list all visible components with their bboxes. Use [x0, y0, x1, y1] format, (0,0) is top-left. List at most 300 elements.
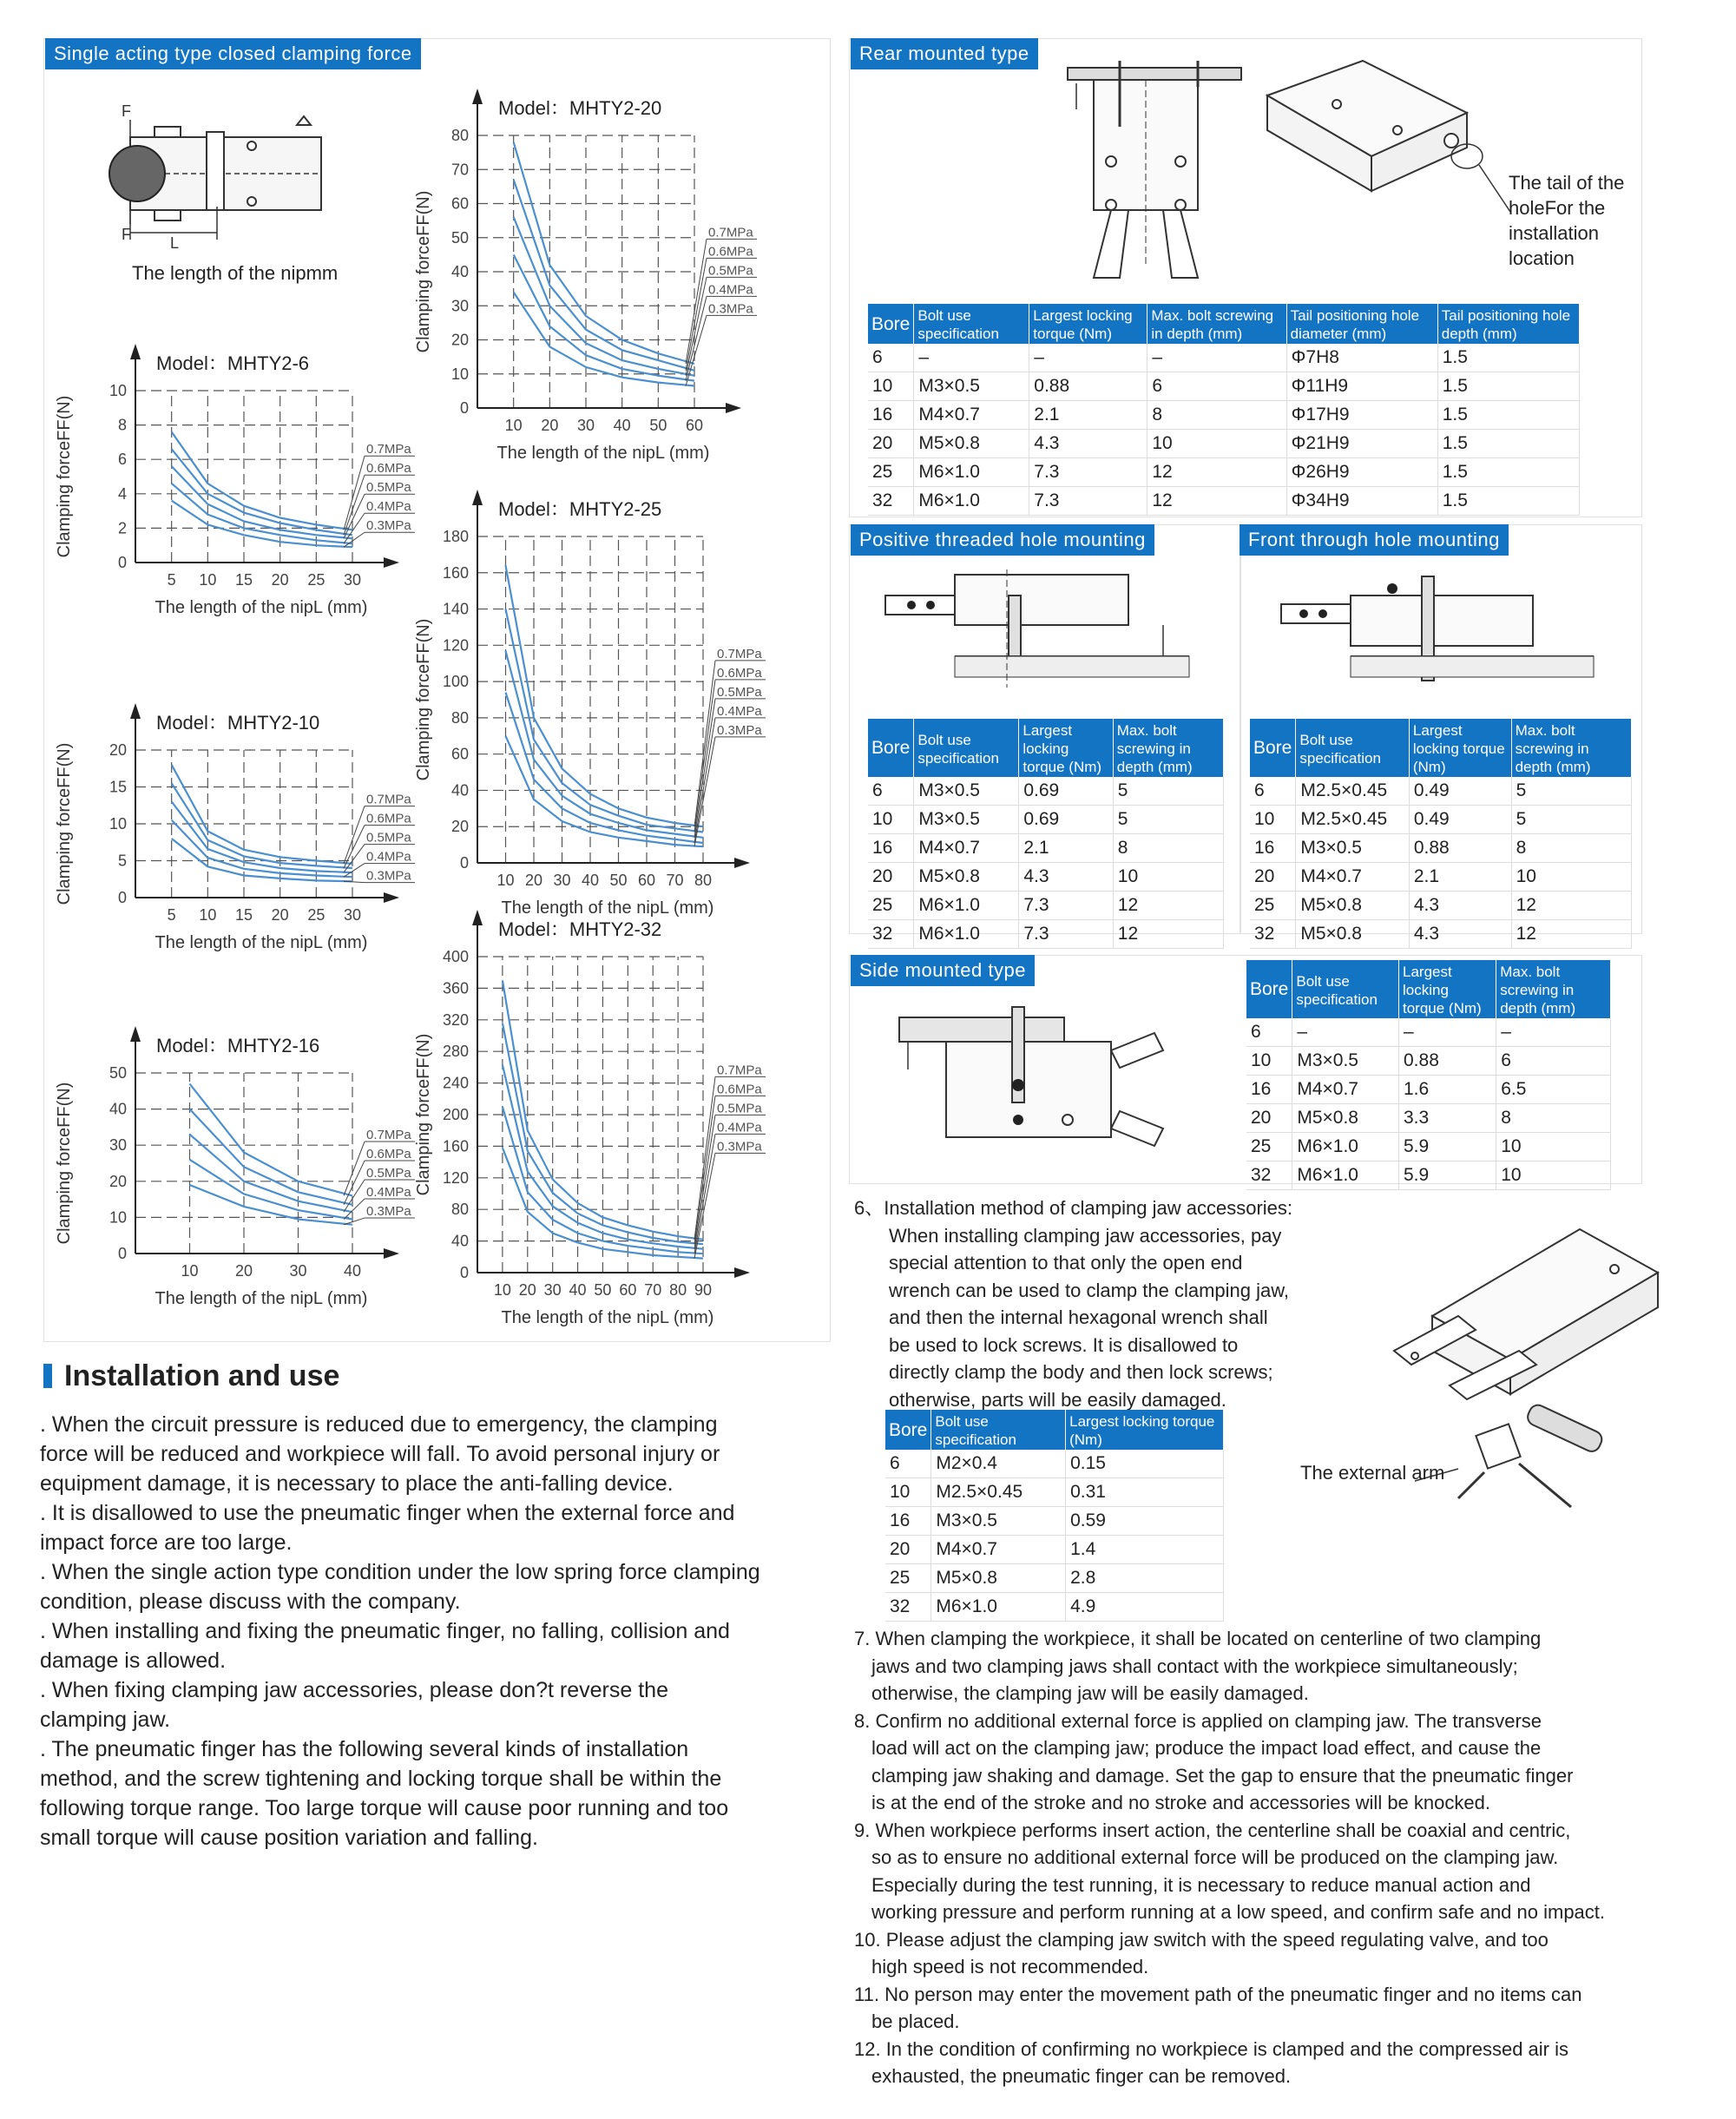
x-axis-label: The length of the nipL (mm) [501, 898, 714, 918]
table-cell: – [1496, 1018, 1611, 1047]
series-label: 0.6MPa [717, 1082, 762, 1097]
table-cell: M3×0.5 [1292, 1047, 1399, 1076]
table-cell: M6×1.0 [931, 1593, 1066, 1622]
table-cell: 5.9 [1399, 1133, 1496, 1162]
table-row [1246, 1076, 1611, 1104]
x-tick-label: 5 [167, 906, 176, 924]
column-header: Max. bolt screwing in depth (mm) [1496, 960, 1611, 1018]
table-row [1250, 834, 1632, 863]
table-cell: 20 [1246, 1104, 1292, 1133]
list-item-line: 10. Please adjust the clamping jaw switch with the speed regulating valve, and too [854, 1928, 1549, 1951]
column-header: Bore [885, 1410, 931, 1450]
y-tick-label: 0 [117, 889, 127, 906]
table-cell: 6 [885, 1450, 931, 1478]
table-cell: M5×0.8 [914, 863, 1019, 892]
table-row [1250, 806, 1632, 834]
y-tick-label: 160 [442, 1137, 469, 1155]
diagram-caption: The length of the nipmm [132, 262, 339, 284]
table-cell: 10 [1147, 430, 1286, 458]
series-leader [694, 661, 715, 826]
column-header: Largest locking torque (Nm) [1399, 960, 1496, 1018]
table-cell: M6×1.0 [1292, 1133, 1399, 1162]
table-row [868, 920, 1224, 949]
table-cell: 32 [1246, 1162, 1292, 1190]
table-cell: Φ7H8 [1286, 344, 1437, 372]
chart-mhty2-20 [408, 87, 807, 463]
y-tick-label: 40 [450, 1232, 469, 1250]
x-tick-label: 10 [504, 417, 523, 434]
series-line [514, 180, 694, 371]
y-tick-label: 4 [117, 484, 127, 503]
x-axis-arrow [734, 858, 750, 868]
y-axis-label: Clamping forceFF(N) [55, 742, 74, 905]
column-header: Bore [868, 304, 914, 344]
table-cell: 8 [1113, 834, 1223, 863]
x-tick-label: 10 [181, 1262, 199, 1280]
chart-title: Model：MHTY2-10 [156, 712, 320, 734]
x-tick-label: 40 [581, 872, 600, 889]
x-tick-label: 50 [609, 872, 628, 889]
installation-list-right [854, 1625, 1705, 2090]
table-row [868, 777, 1224, 806]
x-axis-label: The length of the nipL (mm) [155, 933, 368, 952]
front-header: Front through hole mounting [1240, 524, 1509, 556]
x-tick-label: 15 [234, 571, 253, 589]
x-tick-label: 30 [343, 906, 362, 924]
column-header: Largest locking torque (Nm) [1409, 719, 1511, 777]
table-cell: 6 [868, 344, 914, 372]
y-tick-label: 0 [459, 854, 469, 872]
y-tick-label: 80 [450, 1201, 469, 1219]
table-cell: 4.3 [1409, 920, 1511, 949]
x-tick-label: 90 [694, 1281, 713, 1299]
series-leader [344, 864, 365, 878]
table-cell: 0.31 [1066, 1478, 1224, 1507]
series-label: 0.4MPa [366, 1185, 411, 1201]
x-tick-label: 50 [649, 417, 667, 434]
list-item-line: condition, please discuss with the company. [40, 1589, 461, 1614]
installation-list-left [40, 1410, 856, 1852]
table-cell: M6×1.0 [914, 892, 1019, 920]
table-cell: 0.88 [1399, 1047, 1496, 1076]
y-tick-label: 6 [117, 451, 127, 469]
y-tick-label: 80 [450, 127, 469, 144]
series-line [514, 142, 694, 364]
table-cell: 8 [1496, 1104, 1611, 1133]
list-item-line: . When installing and fixing the pneumatic finger, no falling, collision and [40, 1619, 730, 1643]
table-cell: 8 [1147, 401, 1286, 430]
x-tick-label: 20 [518, 1281, 536, 1299]
y-axis-arrow [472, 910, 483, 925]
table-cell: 12 [1147, 458, 1286, 487]
table-row [885, 1593, 1224, 1622]
series-leader [694, 718, 715, 843]
table-cell: 20 [868, 430, 914, 458]
y-tick-label: 10 [108, 382, 127, 399]
jaw-install-text [854, 1194, 1392, 1413]
x-tick-label: 10 [199, 906, 217, 924]
y-tick-label: 2 [117, 519, 127, 537]
series-leader [694, 1134, 715, 1254]
y-tick-label: 20 [108, 741, 127, 759]
table-cell: M5×0.8 [931, 1564, 1066, 1593]
table-cell: 16 [868, 834, 914, 863]
table-cell: 25 [868, 458, 914, 487]
table-cell: – [1292, 1018, 1399, 1047]
table-cell: 12 [1113, 920, 1223, 949]
x-tick-label: 25 [307, 906, 326, 924]
column-header: Largest locking torque (Nm) [1019, 719, 1113, 777]
y-tick-label: 60 [450, 194, 469, 213]
y-tick-label: 20 [450, 331, 469, 349]
table-cell: M5×0.8 [914, 430, 1029, 458]
table-cell: 6.5 [1496, 1076, 1611, 1104]
table-row [885, 1507, 1224, 1536]
y-tick-label: 280 [442, 1043, 469, 1061]
table-cell: 0.15 [1066, 1450, 1224, 1478]
x-axis-label: The length of the nipL (mm) [496, 444, 710, 463]
table-row [1250, 920, 1632, 949]
list-item-line: working pressure and perform running at a low speed, and confirm safe and no impact. [871, 1901, 1606, 1923]
y-tick-label: 20 [108, 1172, 127, 1190]
table-row [885, 1450, 1224, 1478]
x-tick-label: 60 [685, 417, 704, 434]
table-cell: 6 [1147, 372, 1286, 401]
list-item-line: otherwise, the clamping jaw will be easily damaged. [871, 1682, 1309, 1704]
y-tick-label: 50 [108, 1064, 127, 1082]
series-line [506, 565, 704, 826]
y-tick-label: 240 [442, 1074, 469, 1092]
table-row [868, 834, 1224, 863]
list-item-line: method, and the screw tightening and locking torque shall be within the [40, 1767, 722, 1791]
chart-title: Model：MHTY2-25 [498, 498, 662, 520]
y-axis-label: Clamping forceFF(N) [414, 1033, 433, 1196]
y-tick-label: 160 [442, 563, 469, 582]
series-leader [344, 881, 365, 882]
list-item-line: small torque will cause position variation and falling. [40, 1826, 538, 1850]
series-label: 0.3MPa [717, 722, 762, 738]
positive-spec-table [868, 719, 1224, 949]
y-tick-label: 120 [442, 636, 469, 655]
y-axis-label: Clamping forceFF(N) [55, 395, 74, 558]
y-tick-label: 5 [117, 852, 127, 870]
x-tick-label: 5 [167, 571, 176, 589]
table-cell: 10 [1246, 1047, 1292, 1076]
column-header: Tail positioning hole diameter (mm) [1286, 304, 1437, 344]
x-axis-arrow [384, 1248, 399, 1259]
x-tick-label: 40 [613, 417, 631, 434]
jaw-install-line-2: When installing clamping jaw accessories, pay [889, 1224, 1282, 1247]
series-label: 0.3MPa [366, 518, 411, 534]
jaw-arm-label: The external arm [1300, 1462, 1445, 1484]
table-cell: 1.5 [1437, 401, 1579, 430]
list-item-line: following torque range. Too large torque will cause poor running and too [40, 1796, 729, 1820]
series-label: 0.4MPa [708, 282, 753, 298]
table-cell: Φ21H9 [1286, 430, 1437, 458]
column-header: Bolt use specification [1296, 719, 1410, 777]
table-cell: 4.3 [1029, 430, 1147, 458]
table-row [1246, 1018, 1611, 1047]
table-cell: 12 [1511, 892, 1631, 920]
table-cell: M4×0.7 [931, 1536, 1066, 1564]
table-row [1250, 892, 1632, 920]
y-axis-arrow [472, 89, 483, 104]
table-cell: 5 [1113, 806, 1223, 834]
x-tick-label: 25 [307, 571, 326, 589]
series-label: 0.3MPa [366, 1204, 411, 1220]
list-item-line: force will be reduced and workpiece will fall. To avoid personal injury or [40, 1442, 720, 1466]
table-cell: 32 [868, 487, 914, 516]
series-label: 0.6MPa [366, 811, 411, 826]
table-cell: 20 [1250, 863, 1296, 892]
y-tick-label: 10 [450, 365, 469, 383]
x-tick-label: 30 [576, 417, 595, 434]
table-cell: 7.3 [1029, 487, 1147, 516]
series-label: 0.7MPa [717, 1063, 762, 1078]
table-cell: Φ17H9 [1286, 401, 1437, 430]
column-header: Bore [1246, 960, 1292, 1018]
table-cell: 4.3 [1019, 863, 1113, 892]
x-tick-label: 30 [543, 1281, 562, 1299]
list-item-line: . It is disallowed to use the pneumatic finger when the external force and [40, 1501, 735, 1525]
y-tick-label: 40 [108, 1100, 127, 1118]
table-cell: 4.9 [1066, 1593, 1224, 1622]
table-cell: M4×0.7 [914, 834, 1019, 863]
rear-spec-table [868, 304, 1580, 516]
table-row [1246, 1162, 1611, 1190]
table-cell: 10 [1511, 863, 1631, 892]
table-cell: 1.4 [1066, 1536, 1224, 1564]
series-label: 0.4MPa [717, 703, 762, 719]
jaw-spec-table [885, 1410, 1224, 1622]
x-tick-label: 10 [496, 872, 515, 889]
positive-mount-diagram [877, 569, 1207, 691]
series-label: 0.7MPa [366, 442, 411, 457]
series-leader [344, 1161, 365, 1205]
list-item-line: 7. When clamping the workpiece, it shall be located on centerline of two clamping [854, 1628, 1542, 1649]
series-leader [686, 296, 707, 380]
jaw-install-line-6: be used to lock screws. It is disallowed to [889, 1333, 1239, 1356]
x-axis-label: The length of the nipL (mm) [501, 1308, 714, 1327]
series-line [172, 449, 352, 535]
series-label: 0.5MPa [366, 830, 411, 846]
table-cell: 2.1 [1409, 863, 1511, 892]
list-item-line: clamping jaw shaking and damage. Set the gap to ensure that the pneumatic finger [871, 1764, 1574, 1787]
table-cell: 0.88 [1029, 372, 1147, 401]
series-leader [344, 845, 365, 873]
series-leader [344, 806, 365, 864]
rear-callout [1509, 170, 1624, 271]
table-row [1250, 777, 1632, 806]
y-tick-label: 0 [117, 1245, 127, 1262]
table-cell: 32 [1250, 920, 1296, 949]
series-leader [686, 239, 707, 364]
chart-mhty2-16 [49, 1028, 413, 1323]
y-axis-label: Clamping forceFF(N) [414, 618, 433, 781]
table-row [868, 458, 1580, 487]
column-header: Largest locking torque (Nm) [1029, 304, 1147, 344]
series-leader [694, 699, 715, 838]
column-header: Bore [1250, 719, 1296, 777]
installation-title [43, 1359, 339, 1393]
list-item-line: equipment damage, it is necessary to place the anti-falling device. [40, 1471, 674, 1496]
table-cell: 10 [1496, 1162, 1611, 1190]
chart-title: Model：MHTY2-20 [498, 97, 662, 119]
y-tick-label: 10 [108, 1208, 127, 1227]
chart-title: Model：MHTY2-16 [156, 1035, 320, 1056]
series-line [172, 432, 352, 530]
table-cell: 10 [1250, 806, 1296, 834]
series-label: 0.5MPa [366, 1166, 411, 1181]
y-tick-label: 8 [117, 416, 127, 434]
table-cell: 6 [1250, 777, 1296, 806]
x-axis-arrow [384, 557, 399, 568]
x-tick-label: 50 [594, 1281, 612, 1299]
x-axis-label: The length of the nipL (mm) [155, 1289, 368, 1308]
table-cell: M2.5×0.45 [931, 1478, 1066, 1507]
series-line [503, 1023, 703, 1244]
table-cell: 1.5 [1437, 487, 1579, 516]
series-label: 0.6MPa [708, 244, 753, 260]
table-cell: – [1147, 344, 1286, 372]
series-line [506, 693, 704, 843]
rear-callout-line-1: The tail of the [1509, 172, 1625, 194]
table-cell: M3×0.5 [1296, 834, 1410, 863]
list-item-line: jaws and two clamping jaws shall contact with the workpiece simultaneously; [871, 1655, 1518, 1677]
table-cell: 20 [868, 863, 914, 892]
rear-callout-line-4: location [1509, 247, 1575, 269]
x-axis-arrow [384, 892, 399, 903]
table-cell: 16 [1250, 834, 1296, 863]
table-cell: M3×0.5 [914, 806, 1019, 834]
title-accent-bar [43, 1364, 52, 1388]
table-cell: M2.5×0.45 [1296, 777, 1410, 806]
y-tick-label: 0 [117, 554, 127, 571]
y-tick-label: 50 [450, 228, 469, 247]
y-tick-label: 30 [450, 297, 469, 315]
diagram-label-f-bottom: F [122, 226, 131, 243]
table-cell: 10 [885, 1478, 931, 1507]
table-cell: M4×0.7 [1292, 1076, 1399, 1104]
table-cell: 3.3 [1399, 1104, 1496, 1133]
y-tick-label: 180 [442, 528, 469, 545]
table-cell: 16 [885, 1507, 931, 1536]
series-label: 0.6MPa [366, 1147, 411, 1162]
x-tick-label: 60 [619, 1281, 637, 1299]
table-cell: 2.1 [1019, 834, 1113, 863]
side-spec-table [1246, 960, 1611, 1190]
table-cell: 1.5 [1437, 458, 1579, 487]
table-row [868, 487, 1580, 516]
y-tick-label: 10 [108, 815, 127, 832]
rear-mount-diagram [1059, 57, 1259, 292]
column-header: Bolt use specification [931, 1410, 1066, 1450]
table-cell: 10 [1113, 863, 1223, 892]
series-line [514, 217, 694, 376]
table-cell: 5 [1511, 806, 1631, 834]
table-cell: 10 [868, 806, 914, 834]
jaw-install-line-1: 6、Installation method of clamping jaw accessories: [854, 1197, 1293, 1219]
x-tick-label: 60 [637, 872, 656, 889]
table-cell: 32 [885, 1593, 931, 1622]
series-label: 0.4MPa [366, 849, 411, 865]
x-tick-label: 70 [644, 1281, 662, 1299]
column-header: Max. bolt screwing in depth (mm) [1113, 719, 1223, 777]
table-cell: M6×1.0 [1292, 1162, 1399, 1190]
y-axis-label: Clamping forceFF(N) [55, 1082, 74, 1245]
table-row [868, 344, 1580, 372]
positive-header: Positive threaded hole mounting [851, 524, 1154, 556]
x-tick-label: 80 [694, 872, 713, 889]
table-cell: M3×0.5 [914, 777, 1019, 806]
table-cell: 12 [1511, 920, 1631, 949]
column-header: Largest locking torque (Nm) [1066, 1410, 1224, 1450]
y-tick-label: 40 [450, 781, 469, 800]
rear-header: Rear mounted type [851, 38, 1038, 69]
y-tick-label: 140 [442, 600, 469, 618]
x-tick-label: 40 [569, 1281, 587, 1299]
column-header: Max. bolt screwing in depth (mm) [1147, 304, 1286, 344]
table-cell: 4.3 [1409, 892, 1511, 920]
rear-callout-line-3: installation [1509, 222, 1599, 244]
series-leader [344, 826, 365, 868]
diagram-label-l: L [170, 234, 180, 252]
chart-title: Model：MHTY2-6 [156, 352, 310, 374]
series-line [506, 736, 704, 846]
x-tick-label: 20 [524, 872, 543, 889]
table-cell: 16 [868, 401, 914, 430]
list-item-line: high speed is not recommended. [871, 1956, 1149, 1978]
table-cell: 6 [1246, 1018, 1292, 1047]
x-tick-label: 20 [541, 417, 559, 434]
x-tick-label: 20 [271, 906, 289, 924]
list-item-line: 9. When workpiece performs insert action, the centerline shall be coaxial and centric, [854, 1819, 1571, 1841]
series-line [172, 484, 352, 543]
front-mount-diagram [1264, 569, 1611, 691]
table-cell: – [1029, 344, 1147, 372]
x-tick-label: 15 [234, 906, 253, 924]
x-axis-arrow [734, 1267, 750, 1278]
x-tick-label: 20 [271, 571, 289, 589]
table-cell: 7.3 [1019, 892, 1113, 920]
table-cell: 5.9 [1399, 1162, 1496, 1190]
x-tick-label: 30 [289, 1262, 307, 1280]
table-cell: M6×1.0 [914, 487, 1029, 516]
chart-mhty2-10 [49, 696, 411, 957]
list-item-line: . The pneumatic finger has the following several kinds of installation [40, 1737, 689, 1761]
series-leader [344, 456, 365, 530]
table-cell: 1.5 [1437, 344, 1579, 372]
table-row [868, 863, 1224, 892]
table-row [1250, 863, 1632, 892]
list-item-line: load will act on the clamping jaw; produce the impact load effect, and cause the [871, 1737, 1542, 1759]
left-header: Single acting type closed clamping force [45, 38, 421, 69]
table-cell: 20 [885, 1536, 931, 1564]
list-item-line: clamping jaw. [40, 1708, 171, 1732]
table-cell: Φ34H9 [1286, 487, 1437, 516]
x-tick-label: 10 [199, 571, 217, 589]
series-leader [344, 1180, 365, 1212]
x-tick-label: 40 [343, 1262, 362, 1280]
table-cell: 12 [1113, 892, 1223, 920]
side-mount-diagram [894, 1007, 1172, 1172]
series-line [172, 820, 352, 877]
y-tick-label: 320 [442, 1010, 469, 1029]
table-cell: M4×0.7 [1296, 863, 1410, 892]
gripper-diagram [95, 102, 347, 250]
series-label: 0.3MPa [366, 868, 411, 884]
series-leader [694, 680, 715, 832]
